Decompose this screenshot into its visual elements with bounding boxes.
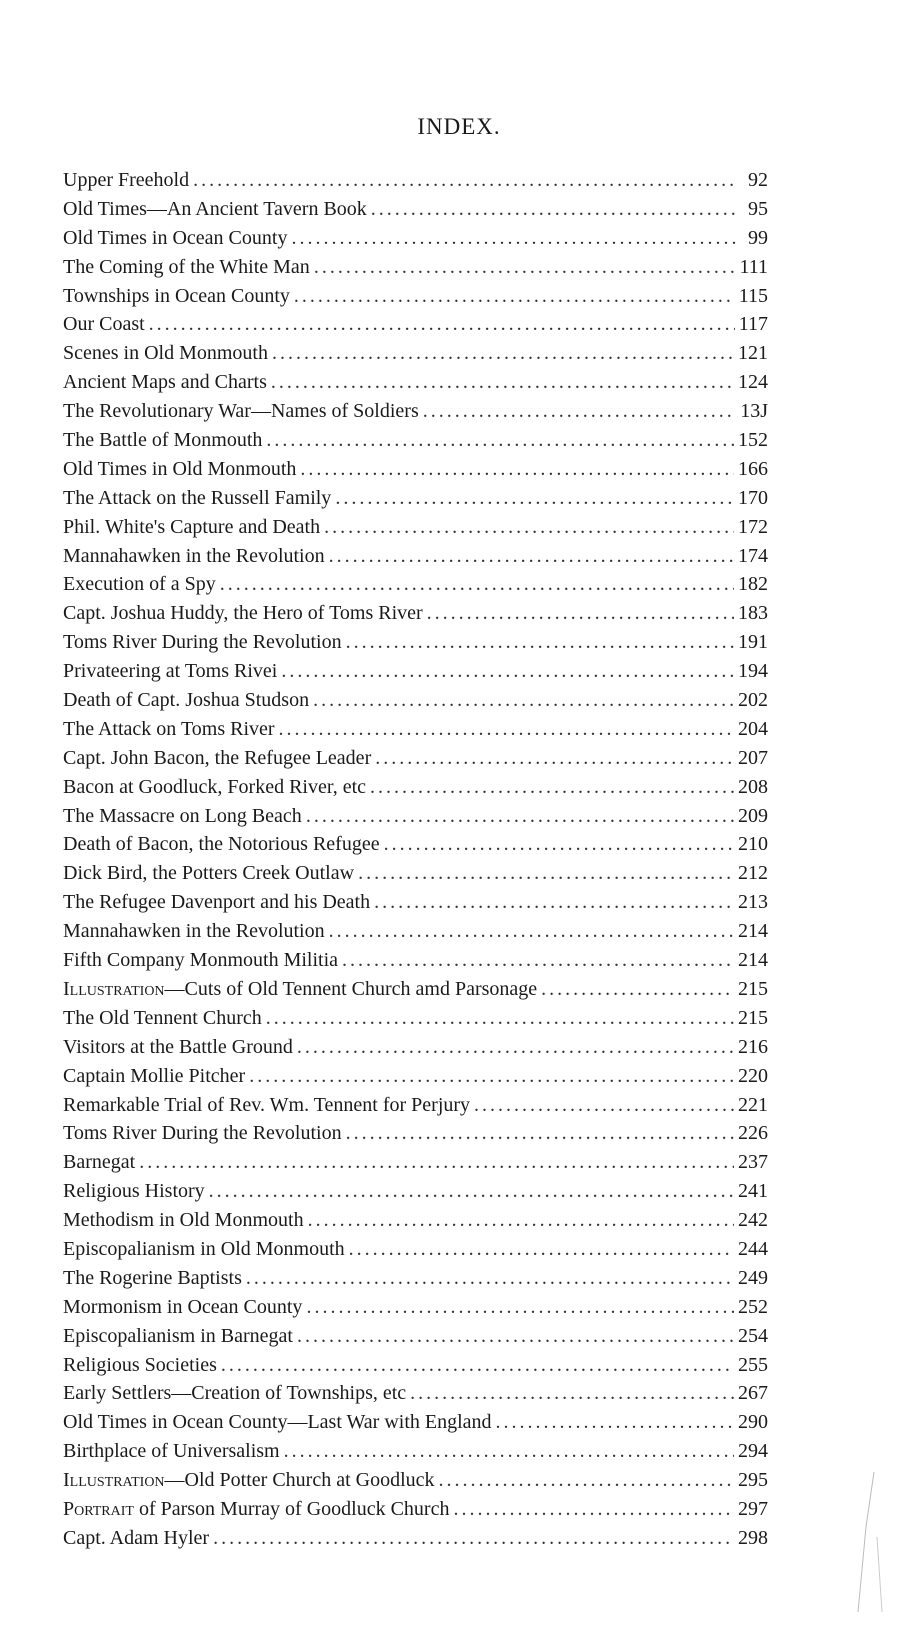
entry-title-text: Barnegat (63, 1151, 136, 1174)
dot-leader (349, 1235, 734, 1264)
index-entry (63, 166, 768, 195)
entry-page-number: 214 (738, 949, 768, 972)
entry-page-number: 210 (738, 833, 768, 856)
index-entry (63, 1379, 768, 1408)
dot-leader (374, 888, 734, 917)
entry-title-text: Old Times—An Ancient Tavern Book (63, 197, 367, 220)
dot-leader (541, 975, 734, 1004)
dot-leader (329, 542, 734, 571)
entry-title (63, 715, 275, 744)
entry-title-smallcaps: Portrait (63, 1497, 134, 1520)
entry-title (63, 1322, 293, 1351)
dot-leader (410, 1379, 734, 1408)
entry-title-smallcaps: Illustration (63, 977, 165, 1000)
page-title: INDEX. (417, 114, 501, 139)
entry-title-text: Birthplace of Universalism (63, 1440, 280, 1463)
index-entry (63, 455, 768, 484)
entry-title-text: Capt. Adam Hyler (63, 1526, 210, 1549)
dot-leader (314, 253, 736, 282)
dot-leader (358, 859, 734, 888)
entry-title-text: Methodism in Old Monmouth (63, 1209, 304, 1232)
index-entry (63, 310, 768, 339)
entry-title (63, 224, 287, 253)
index-entry (63, 1119, 768, 1148)
entry-title-text: Remarkable Trial of Rev. Wm. Tennent for Perjury (63, 1093, 471, 1116)
index-entry (63, 1293, 768, 1322)
entry-page-number: 99 (748, 226, 768, 249)
entry-page-number: 111 (739, 255, 768, 278)
entry-title (63, 426, 262, 455)
entry-page-number: 216 (738, 1035, 768, 1058)
entry-title (63, 599, 423, 628)
entry-title-text: Visitors at the Battle Ground (63, 1035, 293, 1058)
index-entry (63, 917, 768, 946)
entry-title (63, 975, 537, 1004)
entry-title (63, 570, 216, 599)
entry-page-number: 290 (738, 1411, 768, 1434)
index-entry (63, 686, 768, 715)
dot-leader (209, 1177, 734, 1206)
index-entry (63, 859, 768, 888)
entry-page-number: 254 (738, 1324, 768, 1347)
index-entry (63, 830, 768, 859)
entry-title-text: The Revolutionary War—Names of Soldiers (63, 400, 419, 423)
entry-title-text: The Battle of Monmouth (63, 429, 263, 452)
entry-page-number: 214 (738, 920, 768, 943)
index-entry (63, 1466, 768, 1495)
entry-title-text: Toms River During the Revolution (63, 1122, 342, 1145)
entry-title (63, 917, 325, 946)
index-entry (63, 802, 768, 831)
index-entry (63, 975, 768, 1004)
entry-title (63, 368, 267, 397)
entry-title (63, 888, 370, 917)
entry-title (63, 397, 419, 426)
dot-leader (220, 570, 734, 599)
dot-leader (427, 599, 734, 628)
entry-title (63, 1264, 242, 1293)
entry-page-number: 255 (738, 1353, 768, 1376)
dot-leader (249, 1062, 734, 1091)
entry-title-text: Bacon at Goodluck, Forked River, etc (63, 775, 367, 798)
dot-leader (324, 513, 734, 542)
entry-title (63, 628, 342, 657)
entry-title (63, 1437, 280, 1466)
dot-leader (423, 397, 736, 426)
index-entry (63, 599, 768, 628)
dot-leader (342, 946, 734, 975)
entry-page-number: 182 (738, 573, 768, 596)
entry-page-number: 252 (738, 1295, 768, 1318)
entry-page-number: 295 (738, 1469, 768, 1492)
index-entry (63, 744, 768, 773)
entry-title (63, 686, 309, 715)
entry-title (63, 542, 325, 571)
index-entry (63, 1033, 768, 1062)
entry-page-number: 170 (738, 486, 768, 509)
dot-leader (246, 1264, 734, 1293)
entry-page-number: 267 (738, 1382, 768, 1405)
entry-title-text: Capt. Joshua Huddy, the Hero of Toms River (63, 602, 423, 625)
entry-title (63, 455, 296, 484)
dot-leader (439, 1466, 734, 1495)
entry-title-text: Early Settlers—Creation of Townships, etc (63, 1382, 407, 1405)
dot-leader (496, 1408, 734, 1437)
dot-leader (371, 195, 736, 224)
entry-title-text: —Cuts of Old Tennent Church amd Parsonage (164, 977, 538, 1000)
entry-title (63, 1033, 293, 1062)
index-entry (63, 1004, 768, 1033)
dot-leader (193, 166, 736, 195)
entry-page-number: 191 (738, 631, 768, 654)
entry-page-number: 152 (738, 429, 768, 452)
entry-title-text: Religious Societies (63, 1353, 217, 1376)
index-entry (63, 513, 768, 542)
dot-leader (266, 1004, 734, 1033)
entry-title (63, 1495, 449, 1524)
entry-title-text: Upper Freehold (63, 169, 190, 191)
entry-title (63, 339, 268, 368)
entry-title-text: Episcopalianism in Barnegat (63, 1324, 293, 1347)
entry-page-number: 212 (738, 862, 768, 885)
entry-title (63, 773, 366, 802)
index-entry (63, 339, 768, 368)
entry-page-number: 221 (738, 1093, 768, 1116)
entry-title (63, 513, 320, 542)
dot-leader (297, 1033, 734, 1062)
dot-leader (284, 1437, 734, 1466)
entry-title (63, 1148, 135, 1177)
entry-title-text: The Massacre on Long Beach (63, 804, 302, 827)
entry-page-number: 242 (738, 1209, 768, 1232)
index-entry (63, 1524, 768, 1553)
entry-title (63, 1062, 245, 1091)
entry-title-text: Capt. John Bacon, the Refugee Leader (63, 746, 372, 769)
entry-title (63, 253, 310, 282)
index-entry (63, 484, 768, 513)
entry-page-number: 174 (738, 544, 768, 567)
entry-title (63, 830, 380, 859)
entry-title-text: Scenes in Old Monmouth (63, 342, 268, 365)
dot-leader (221, 1351, 734, 1380)
entry-title-text: Our Coast (63, 313, 145, 336)
entry-title-text: Fifth Company Monmouth Militia (63, 949, 339, 972)
entry-title (63, 1004, 262, 1033)
index-entry (63, 1437, 768, 1466)
entry-title (63, 1351, 217, 1380)
entry-page-number: 115 (738, 284, 768, 307)
entry-title-text: Townships in Ocean County (63, 284, 290, 307)
entry-page-number: 215 (738, 977, 768, 1000)
index-entry (63, 773, 768, 802)
dot-leader (474, 1091, 734, 1120)
index-entry (63, 1322, 768, 1351)
dot-leader (453, 1495, 734, 1524)
index-entry (63, 1148, 768, 1177)
entry-title (63, 1293, 302, 1322)
entry-title (63, 1119, 342, 1148)
entry-page-number: 209 (738, 804, 768, 827)
entry-title (63, 1235, 345, 1264)
index-entry (63, 1351, 768, 1380)
entry-page-number: 194 (738, 660, 768, 683)
entry-page-number: 121 (738, 342, 768, 365)
entry-title (63, 1206, 304, 1235)
dot-leader (346, 1119, 734, 1148)
index-entry (63, 1235, 768, 1264)
dot-leader (294, 282, 735, 311)
dot-leader (266, 426, 734, 455)
entry-title-text: Death of Capt. Joshua Studson (63, 689, 310, 712)
entry-title-text: of Parson Murray of Goodluck Church (133, 1497, 450, 1520)
entry-title-text: Execution of a Spy (63, 573, 216, 596)
dot-leader (281, 657, 734, 686)
entry-title (63, 484, 331, 513)
dot-leader (272, 339, 734, 368)
dot-leader (335, 484, 734, 513)
entry-page-number: 95 (748, 197, 768, 220)
index-entry (63, 888, 768, 917)
entry-page-number: 124 (738, 371, 768, 394)
entry-title (63, 195, 367, 224)
entry-title-text: The Attack on Toms River (63, 717, 275, 740)
entry-title-text: Dick Bird, the Potters Creek Outlaw (63, 862, 355, 885)
entry-title-text: Mormonism in Ocean County (63, 1295, 303, 1318)
index-entry (63, 224, 768, 253)
entry-title (63, 859, 354, 888)
index-list (63, 166, 768, 1553)
entry-page-number: 215 (738, 1006, 768, 1029)
entry-title-text: Old Times in Ocean County—Last War with England (63, 1411, 492, 1434)
entry-page-number: 207 (738, 746, 768, 769)
entry-title (63, 802, 302, 831)
dot-leader (384, 830, 734, 859)
entry-title (63, 1524, 209, 1553)
entry-title-text: The Rogerine Baptists (63, 1266, 242, 1289)
entry-page-number: 204 (738, 717, 768, 740)
index-entry (63, 426, 768, 455)
entry-page-number: 213 (738, 891, 768, 914)
dot-leader (279, 715, 734, 744)
entry-page-number: 220 (738, 1064, 768, 1087)
entry-title (63, 946, 338, 975)
dot-leader (297, 1322, 734, 1351)
dot-leader (271, 368, 734, 397)
entry-title-text: Death of Bacon, the Notorious Refugee (63, 833, 380, 856)
entry-title (63, 1379, 406, 1408)
index-entry (63, 628, 768, 657)
entry-page-number: 172 (738, 515, 768, 538)
entry-page-number: 166 (738, 457, 768, 480)
index-entry (63, 1177, 768, 1206)
entry-page-number: 244 (738, 1237, 768, 1260)
dot-leader (306, 1293, 734, 1322)
entry-title-text: Privateering at Toms Rivei (63, 660, 278, 683)
entry-title (63, 282, 290, 311)
entry-title (63, 1466, 435, 1495)
entry-title-text: Old Times in Old Monmouth (63, 457, 297, 480)
dot-leader (370, 773, 734, 802)
dot-leader (300, 455, 734, 484)
index-entry (63, 1091, 768, 1120)
entry-title-text: Captain Mollie Pitcher (63, 1064, 246, 1087)
index-entry (63, 1206, 768, 1235)
index-entry (63, 1408, 768, 1437)
entry-title-text: Old Times in Ocean County (63, 226, 288, 249)
entry-page-number: 13J (740, 400, 768, 423)
index-entry (63, 1062, 768, 1091)
entry-title (63, 1091, 470, 1120)
entry-title-text: Mannahawken in the Revolution (63, 920, 325, 943)
entry-title (63, 166, 189, 195)
entry-title-text: The Coming of the White Man (63, 255, 310, 278)
index-entry (63, 946, 768, 975)
dot-leader (346, 628, 734, 657)
entry-title-text: Religious History (63, 1180, 205, 1203)
entry-title-text: The Old Tennent Church (63, 1006, 262, 1029)
entry-page-number: 208 (738, 775, 768, 798)
index-entry (63, 368, 768, 397)
index-entry (63, 542, 768, 571)
entry-page-number: 92 (748, 169, 768, 191)
index-entry (63, 397, 768, 426)
dot-leader (291, 224, 736, 253)
index-entry (63, 657, 768, 686)
entry-page-number: 117 (738, 313, 768, 336)
entry-title (63, 1177, 205, 1206)
entry-title-text: The Refugee Davenport and his Death (63, 891, 371, 914)
index-entry (63, 570, 768, 599)
entry-page-number: 202 (738, 689, 768, 712)
entry-title-text: Toms River During the Revolution (63, 631, 342, 654)
dot-leader (375, 744, 734, 773)
index-entry (63, 195, 768, 224)
entry-title-text: Episcopalianism in Old Monmouth (63, 1237, 345, 1260)
entry-title-text: Ancient Maps and Charts (63, 371, 267, 394)
dot-leader (213, 1524, 734, 1553)
entry-page-number: 226 (738, 1122, 768, 1145)
entry-page-number: 237 (738, 1151, 768, 1174)
entry-page-number: 297 (738, 1497, 768, 1520)
dot-leader (329, 917, 734, 946)
entry-page-number: 298 (738, 1526, 768, 1549)
dot-leader (306, 802, 734, 831)
entry-title-text: Phil. White's Capture and Death (63, 515, 321, 538)
entry-title (63, 310, 145, 339)
entry-title-text: —Old Potter Church at Goodluck (164, 1469, 435, 1492)
entry-title-smallcaps: Illustration (63, 1469, 165, 1492)
entry-page-number: 183 (738, 602, 768, 625)
dot-leader (149, 310, 735, 339)
entry-page-number: 241 (738, 1180, 768, 1203)
index-entry (63, 1264, 768, 1293)
entry-title (63, 1408, 492, 1437)
entry-title-text: The Attack on the Russell Family (63, 486, 332, 509)
entry-title (63, 657, 277, 686)
entry-page-number: 249 (738, 1266, 768, 1289)
index-entry (63, 282, 768, 311)
dot-leader (313, 686, 734, 715)
index-entry (63, 715, 768, 744)
entry-title-text: Mannahawken in the Revolution (63, 544, 325, 567)
dot-leader (308, 1206, 734, 1235)
entry-title (63, 744, 371, 773)
index-entry (63, 1495, 768, 1524)
index-entry (63, 253, 768, 282)
dot-leader (139, 1148, 734, 1177)
margin-scratch-mark (844, 1467, 884, 1617)
entry-page-number: 294 (738, 1440, 768, 1463)
